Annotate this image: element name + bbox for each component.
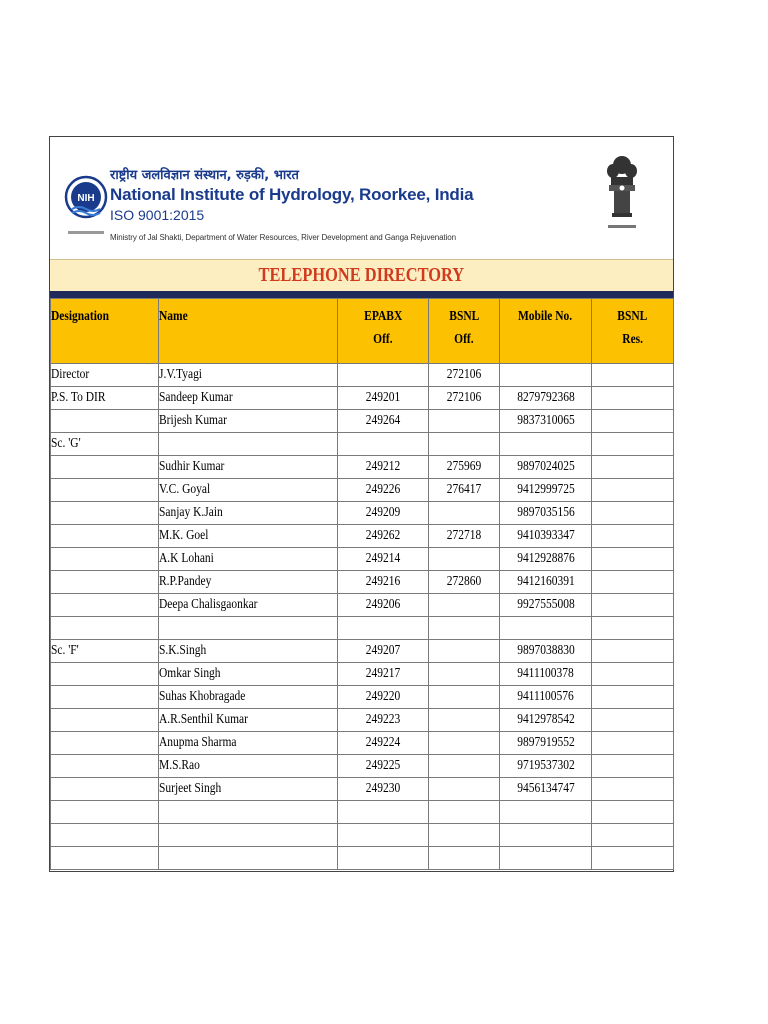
cell-bsnl-off xyxy=(429,594,500,617)
table-row xyxy=(51,617,674,640)
cell-name xyxy=(159,847,338,870)
cell-bsnl-off xyxy=(429,640,500,663)
cell-mobile: 9412928876 xyxy=(500,548,592,571)
cell-designation xyxy=(51,594,159,617)
table-row xyxy=(51,824,674,847)
table-row xyxy=(51,663,674,686)
cell-mobile: 9897024025 xyxy=(500,456,592,479)
col-bsnl-res: BSNL Res. xyxy=(592,299,674,364)
cell-name xyxy=(159,824,338,847)
table-row xyxy=(51,548,674,571)
cell-bsnl-res xyxy=(592,801,674,824)
cell-mobile: 8279792368 xyxy=(500,387,592,410)
cell-name: Anupma Sharma xyxy=(159,732,338,755)
cell-name: M.K. Goel xyxy=(159,525,338,548)
cell-name: Omkar Singh xyxy=(159,663,338,686)
table-row xyxy=(51,433,674,456)
svg-text:NIH: NIH xyxy=(77,193,95,204)
table-row xyxy=(51,387,674,410)
cell-designation xyxy=(51,801,159,824)
cell-designation xyxy=(51,778,159,801)
nih-logo-icon xyxy=(64,165,108,245)
cell-bsnl-res xyxy=(592,433,674,456)
cell-epabx: 249217 xyxy=(338,663,429,686)
cell-designation xyxy=(51,571,159,594)
cell-mobile: 9412999725 xyxy=(500,479,592,502)
cell-designation: Sc. 'F' xyxy=(51,640,159,663)
cell-bsnl-res xyxy=(592,525,674,548)
table-row xyxy=(51,502,674,525)
cell-epabx xyxy=(338,433,429,456)
cell-designation xyxy=(51,502,159,525)
cell-epabx: 249226 xyxy=(338,479,429,502)
cell-name: M.S.Rao xyxy=(159,755,338,778)
cell-epabx: 249225 xyxy=(338,755,429,778)
cell-bsnl-off xyxy=(429,709,500,732)
cell-designation xyxy=(51,663,159,686)
cell-bsnl-off xyxy=(429,548,500,571)
cell-epabx: 249262 xyxy=(338,525,429,548)
cell-designation xyxy=(51,410,159,433)
table-row xyxy=(51,847,674,870)
cell-mobile: 9456134747 xyxy=(500,778,592,801)
cell-bsnl-res xyxy=(592,755,674,778)
cell-epabx: 249223 xyxy=(338,709,429,732)
cell-epabx: 249214 xyxy=(338,548,429,571)
table-row xyxy=(51,709,674,732)
cell-epabx: 249220 xyxy=(338,686,429,709)
cell-bsnl-off xyxy=(429,617,500,640)
cell-designation xyxy=(51,456,159,479)
directory-sheet xyxy=(49,136,674,872)
cell-bsnl-res xyxy=(592,387,674,410)
cell-designation xyxy=(51,847,159,870)
cell-bsnl-off xyxy=(429,732,500,755)
cell-bsnl-off xyxy=(429,778,500,801)
cell-bsnl-res xyxy=(592,410,674,433)
cell-designation xyxy=(51,525,159,548)
table-row xyxy=(51,801,674,824)
cell-designation xyxy=(51,479,159,502)
col-bsnl-off: BSNL Off. xyxy=(429,299,500,364)
cell-epabx: 249216 xyxy=(338,571,429,594)
cell-designation: Sc. 'G' xyxy=(51,433,159,456)
col-designation: Designation xyxy=(51,299,159,364)
cell-epabx xyxy=(338,364,429,387)
cell-bsnl-res xyxy=(592,709,674,732)
cell-mobile: 9897919552 xyxy=(500,732,592,755)
cell-mobile: 9411100378 xyxy=(500,663,592,686)
cell-name: V.C. Goyal xyxy=(159,479,338,502)
cell-name: Sudhir Kumar xyxy=(159,456,338,479)
cell-name: J.V.Tyagi xyxy=(159,364,338,387)
cell-epabx xyxy=(338,801,429,824)
col-mobile: Mobile No. xyxy=(500,299,592,364)
cell-mobile: 9897035156 xyxy=(500,502,592,525)
cell-bsnl-res xyxy=(592,617,674,640)
cell-epabx xyxy=(338,847,429,870)
cell-bsnl-off: 272106 xyxy=(429,364,500,387)
cell-name: Suhas Khobragade xyxy=(159,686,338,709)
cell-mobile xyxy=(500,801,592,824)
cell-bsnl-off xyxy=(429,824,500,847)
cell-mobile xyxy=(500,847,592,870)
cell-designation: P.S. To DIR xyxy=(51,387,159,410)
table-row xyxy=(51,732,674,755)
directory-table xyxy=(50,298,674,870)
cell-name: Sandeep Kumar xyxy=(159,387,338,410)
cell-mobile: 9927555008 xyxy=(500,594,592,617)
cell-name xyxy=(159,801,338,824)
institute-hindi-name: राष्ट्रीय जलविज्ञान संस्थान, रुड़की, भारत xyxy=(110,168,299,183)
cell-mobile xyxy=(500,617,592,640)
cell-bsnl-res xyxy=(592,824,674,847)
cell-bsnl-off xyxy=(429,433,500,456)
cell-epabx: 249230 xyxy=(338,778,429,801)
table-row xyxy=(51,525,674,548)
table-header-row xyxy=(51,299,674,364)
table-row xyxy=(51,410,674,433)
cell-bsnl-res xyxy=(592,364,674,387)
cell-mobile xyxy=(500,824,592,847)
cell-bsnl-off: 275969 xyxy=(429,456,500,479)
table-row xyxy=(51,456,674,479)
table-row xyxy=(51,594,674,617)
ministry-line: Ministry of Jal Shakti, Department of Water Resources, River Development and Ganga Rejuvenation xyxy=(110,233,456,242)
cell-mobile xyxy=(500,433,592,456)
directory-title: TELEPHONE DIRECTORY xyxy=(258,264,465,286)
title-band xyxy=(50,259,673,292)
cell-designation: Director xyxy=(51,364,159,387)
cell-bsnl-res xyxy=(592,456,674,479)
cell-bsnl-res xyxy=(592,594,674,617)
cell-name: Surjeet Singh xyxy=(159,778,338,801)
cell-designation xyxy=(51,824,159,847)
cell-name xyxy=(159,617,338,640)
cell-epabx xyxy=(338,617,429,640)
national-emblem-icon xyxy=(602,151,642,241)
cell-epabx: 249206 xyxy=(338,594,429,617)
iso-certification: ISO 9001:2015 xyxy=(110,207,205,223)
cell-mobile: 9897038830 xyxy=(500,640,592,663)
cell-mobile: 9719537302 xyxy=(500,755,592,778)
cell-bsnl-res xyxy=(592,640,674,663)
cell-designation xyxy=(51,548,159,571)
cell-name: R.P.Pandey xyxy=(159,571,338,594)
table-row xyxy=(51,686,674,709)
cell-designation xyxy=(51,755,159,778)
cell-bsnl-off: 272106 xyxy=(429,387,500,410)
table-row xyxy=(51,571,674,594)
cell-bsnl-off: 276417 xyxy=(429,479,500,502)
cell-bsnl-res xyxy=(592,502,674,525)
cell-epabx xyxy=(338,824,429,847)
cell-bsnl-off: 272860 xyxy=(429,571,500,594)
cell-bsnl-res xyxy=(592,686,674,709)
col-epabx: EPABX Off. xyxy=(338,299,429,364)
cell-mobile: 9410393347 xyxy=(500,525,592,548)
table-row xyxy=(51,364,674,387)
cell-bsnl-res xyxy=(592,571,674,594)
cell-bsnl-off xyxy=(429,663,500,686)
divider-bar xyxy=(50,291,673,298)
cell-name xyxy=(159,433,338,456)
cell-epabx: 249209 xyxy=(338,502,429,525)
cell-mobile: 9411100576 xyxy=(500,686,592,709)
cell-name: A.K Lohani xyxy=(159,548,338,571)
cell-bsnl-off: 272718 xyxy=(429,525,500,548)
cell-name: A.R.Senthil Kumar xyxy=(159,709,338,732)
cell-mobile: 9412160391 xyxy=(500,571,592,594)
cell-bsnl-off xyxy=(429,686,500,709)
cell-name: Sanjay K.Jain xyxy=(159,502,338,525)
cell-bsnl-off xyxy=(429,410,500,433)
cell-designation xyxy=(51,732,159,755)
cell-designation xyxy=(51,686,159,709)
cell-designation xyxy=(51,709,159,732)
cell-name: S.K.Singh xyxy=(159,640,338,663)
col-name: Name xyxy=(159,299,338,364)
cell-bsnl-res xyxy=(592,847,674,870)
cell-mobile: 9412978542 xyxy=(500,709,592,732)
cell-bsnl-res xyxy=(592,479,674,502)
cell-bsnl-res xyxy=(592,732,674,755)
cell-bsnl-res xyxy=(592,548,674,571)
table-row xyxy=(51,778,674,801)
table-row xyxy=(51,479,674,502)
cell-mobile xyxy=(500,364,592,387)
cell-mobile: 9837310065 xyxy=(500,410,592,433)
cell-designation xyxy=(51,617,159,640)
cell-epabx: 249224 xyxy=(338,732,429,755)
cell-bsnl-off xyxy=(429,502,500,525)
cell-name: Deepa Chalisgaonkar xyxy=(159,594,338,617)
cell-bsnl-off xyxy=(429,847,500,870)
table-row xyxy=(51,640,674,663)
cell-bsnl-off xyxy=(429,801,500,824)
cell-name: Brijesh Kumar xyxy=(159,410,338,433)
cell-epabx: 249201 xyxy=(338,387,429,410)
table-row xyxy=(51,755,674,778)
cell-bsnl-res xyxy=(592,778,674,801)
cell-epabx: 249207 xyxy=(338,640,429,663)
cell-bsnl-off xyxy=(429,755,500,778)
cell-epabx: 249264 xyxy=(338,410,429,433)
cell-epabx: 249212 xyxy=(338,456,429,479)
cell-bsnl-res xyxy=(592,663,674,686)
letterhead xyxy=(50,137,673,259)
institute-english-name: National Institute of Hydrology, Roorkee, India xyxy=(110,185,474,204)
